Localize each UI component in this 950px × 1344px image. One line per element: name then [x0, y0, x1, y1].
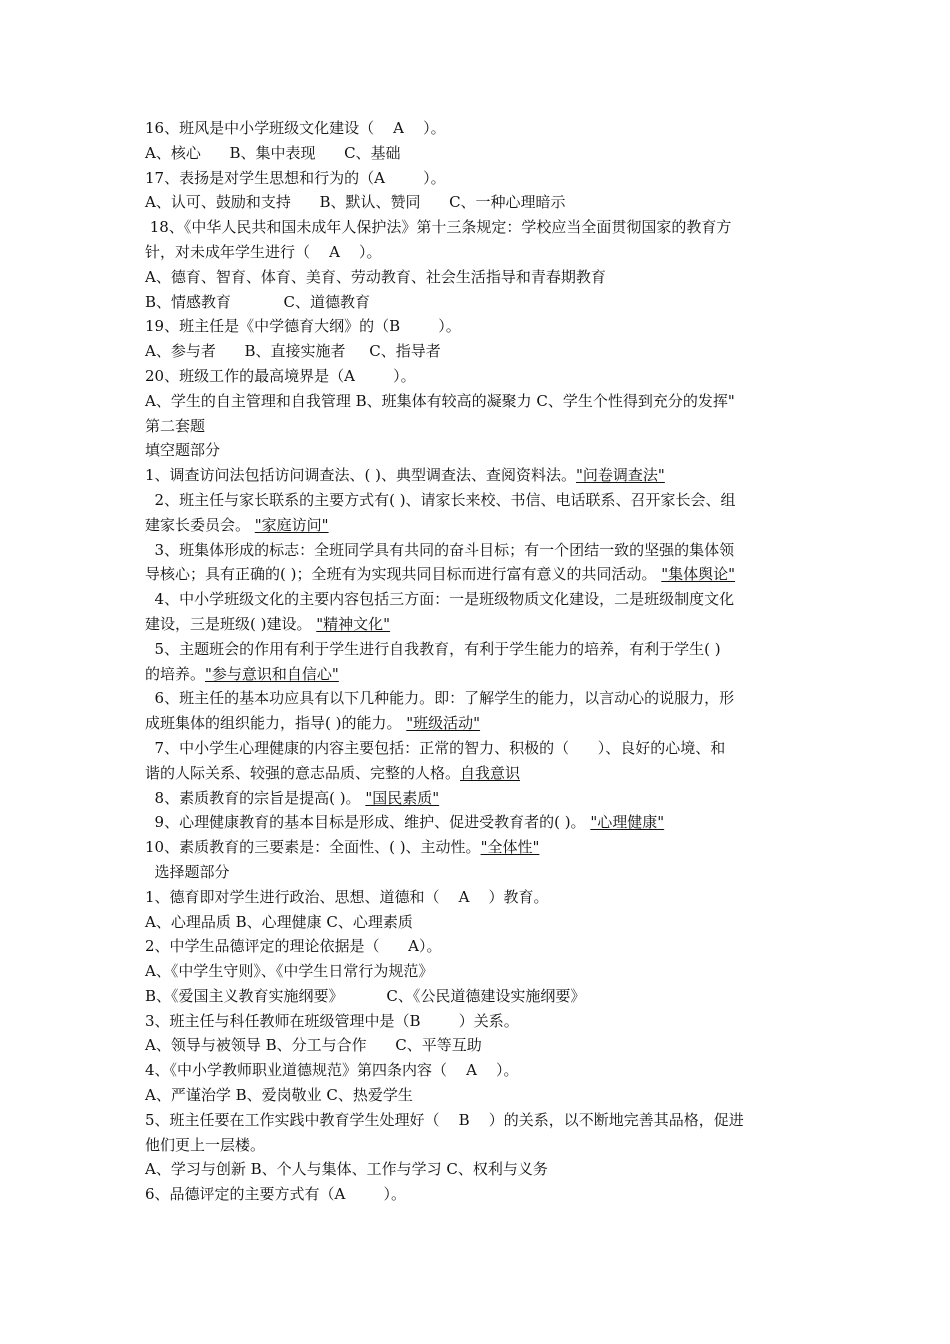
line-text: A、认可、鼓励和支持 B、默认、赞同 C、一种心理暗示: [145, 193, 566, 212]
answer-text: "问卷调查法": [576, 466, 665, 485]
line-text: 针，对未成年学生进行（ A ）。: [145, 242, 382, 261]
text-line: [145, 1033, 810, 1058]
answer-text: "参与意识和自信心": [205, 664, 339, 683]
text-line: [145, 364, 810, 389]
text-line: [145, 959, 810, 984]
answer-text: 自我意识: [460, 763, 521, 782]
text-line: [145, 1058, 810, 1083]
text-line: [145, 463, 810, 488]
answer-text: "全体性": [480, 838, 540, 857]
text-line: [145, 389, 810, 414]
text-line: [145, 265, 810, 290]
text-line: [145, 166, 810, 191]
line-text: A、心理品质 B、心理健康 C、心理素质: [145, 912, 413, 931]
text-line: [145, 339, 810, 364]
text-line: [145, 414, 810, 439]
line-text: 填空题部分: [145, 441, 221, 460]
text-line: [145, 513, 810, 538]
line-text: 1、德育即对学生进行政治、思想、道德和（ A ）教育。: [145, 887, 549, 906]
line-text: 18、《中华人民共和国未成年人保护法》第十三条规定：学校应当全面贯彻国家的教育方: [145, 218, 732, 237]
line-text: 选择题部分: [145, 862, 230, 881]
text-line: [145, 1083, 810, 1108]
line-text: 3、班集体形成的标志：全班同学具有共同的奋斗目标；有一个团结一致的坚强的集体领: [145, 540, 735, 559]
text-line: [145, 190, 810, 215]
text-line: [145, 910, 810, 935]
line-text: 的培养。: [145, 664, 206, 683]
text-line: [145, 711, 810, 736]
line-text: 2、班主任与家长联系的主要方式有( )、请家长来校、书信、电话联系、召开家长会、组: [145, 490, 736, 509]
text-line: [145, 1108, 810, 1133]
line-text: 第二套题: [145, 416, 206, 435]
line-text: 成班集体的组织能力，指导( )的能力。: [145, 714, 407, 733]
line-text: 20、班级工作的最高境界是（A ）。: [145, 366, 416, 385]
text-line: [145, 637, 810, 662]
text-line: [145, 488, 810, 513]
line-text: A、《中学生守则》、《中学生日常行为规范》: [145, 962, 434, 981]
text-line: [145, 141, 810, 166]
line-text: 1、调查访问法包括访问调查法、( )、典型调查法、查阅资料法。: [145, 466, 577, 485]
line-text: 16、班风是中小学班级文化建设（ A ）。: [145, 119, 446, 137]
text-line: [145, 736, 810, 761]
line-text: A、核心 B、集中表现 C、基础: [145, 143, 401, 162]
line-text: 8、素质教育的宗旨是提高( )。: [145, 788, 366, 807]
line-text: 建家长委员会。: [145, 515, 255, 534]
line-text: 9、心理健康教育的基本目标是形成、维护、促进受教育者的( )。: [145, 813, 591, 832]
line-text: 6、品德评定的主要方式有（A ）。: [145, 1185, 407, 1204]
line-text: A、德育、智育、体育、美育、劳动教育、社会生活指导和青春期教育: [145, 267, 606, 286]
text-line: [145, 761, 810, 786]
text-line: [145, 438, 810, 463]
text-line: [145, 786, 810, 811]
text-line: [145, 612, 810, 637]
text-line: [145, 290, 810, 315]
text-line: [145, 538, 810, 563]
line-text: 导核心；具有正确的( )；全班有为实现共同目标而进行富有意义的共同活动。: [145, 565, 662, 584]
line-text: 10、素质教育的三要素是：全面性、( )、主动性。: [145, 838, 481, 857]
document-body: [145, 116, 810, 1207]
text-line: [145, 116, 810, 141]
line-text: 谐的人际关系、较强的意志品质、完整的人格。: [145, 763, 461, 782]
answer-text: "心理健康": [590, 813, 665, 832]
line-text: 5、主题班会的作用有利于学生进行自我教育，有利于学生能力的培养，有利于学生( ): [145, 639, 721, 658]
line-text: 建设，三是班级( )建设。: [145, 614, 317, 633]
line-text: 4、中小学班级文化的主要内容包括三方面：一是班级物质文化建设，二是班级制度文化: [145, 590, 735, 609]
text-line: [145, 686, 810, 711]
answer-text: "班级活动": [406, 714, 481, 733]
text-line: [145, 662, 810, 687]
text-line: [145, 215, 810, 240]
text-line: [145, 835, 810, 860]
line-text: 2、中学生品德评定的理论依据是（ A）。: [145, 937, 442, 956]
text-line: [145, 1157, 810, 1182]
line-text: A、参与者 B、直接实施者 C、指导者: [145, 342, 441, 361]
answer-text: "家庭访问": [254, 515, 329, 534]
line-text: A、学习与创新 B、个人与集体、工作与学习 C、权利与义务: [145, 1160, 548, 1179]
text-line: [145, 885, 810, 910]
answer-text: "集体舆论": [661, 565, 736, 584]
line-text: A、学生的自主管理和自我管理 B、班集体有较高的凝聚力 C、学生个性得到充分的发挥": [145, 391, 735, 410]
text-line: [145, 314, 810, 339]
text-line: [145, 1009, 810, 1034]
line-text: A、严谨治学 B、爱岗敬业 C、热爱学生: [145, 1086, 413, 1105]
answer-text: "精神文化": [316, 614, 391, 633]
line-text: 4、《中小学教师职业道德规范》第四条内容（ A ）。: [145, 1061, 519, 1080]
text-line: [145, 562, 810, 587]
text-line: [145, 587, 810, 612]
text-line: [145, 240, 810, 265]
line-text: B、《爱国主义教育实施纲要》 C、《公民道德建设实施纲要》: [145, 986, 586, 1005]
answer-text: "国民素质": [365, 788, 440, 807]
text-line: [145, 934, 810, 959]
text-line: [145, 1182, 810, 1207]
text-line: [145, 860, 810, 885]
line-text: B、情感教育 C、道德教育: [145, 292, 370, 311]
line-text: 6、班主任的基本功应具有以下几种能力。即：了解学生的能力，以言动心的说服力，形: [145, 689, 735, 708]
text-line: [145, 1133, 810, 1158]
line-text: 他们更上一层楼。: [145, 1135, 266, 1154]
line-text: 3、班主任与科任教师在班级管理中是（B ）关系。: [145, 1011, 519, 1030]
line-text: A、领导与被领导 B、分工与合作 C、平等互助: [145, 1036, 482, 1055]
line-text: 17、表扬是对学生思想和行为的（A ）。: [145, 168, 446, 187]
text-line: [145, 810, 810, 835]
line-text: 5、班主任要在工作实践中教育学生处理好（ B ）的关系，以不断地完善其品格，促进: [145, 1110, 744, 1129]
text-line: [145, 984, 810, 1009]
line-text: 19、班主任是《中学德育大纲》的（B ）。: [145, 317, 461, 336]
line-text: 7、中小学生心理健康的内容主要包括：正常的智力、积极的（ ）、良好的心境、和: [145, 738, 726, 757]
